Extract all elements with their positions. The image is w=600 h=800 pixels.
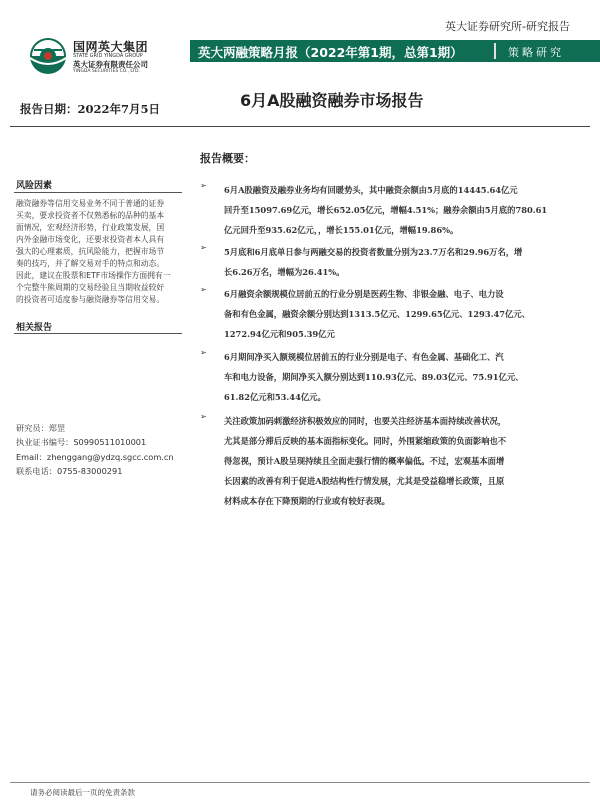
list-item-line: 6月融资余额规模位居前五的行业分别是医药生物、非银金融、电子、电力设 <box>224 289 504 299</box>
list-item-line: 材料成本存在下降预期的行业或有较好表现。 <box>224 496 390 506</box>
logo-subsidiary-en: YINGDA SECURITIES CO., LTD. <box>73 69 140 74</box>
arrow-bullet-icon: ➢ <box>200 181 207 190</box>
arrow-bullet-icon: ➢ <box>200 412 207 421</box>
list-item <box>200 180 600 240</box>
page-title: 6月A股融资融券市场报告 <box>240 91 424 110</box>
list-item-text <box>224 180 600 240</box>
related-reports-heading: 相关报告 <box>16 323 53 333</box>
risk-heading: 风险因素 <box>16 181 53 191</box>
logo-subsidiary-cn: 英大证券有限责任公司 <box>73 60 148 69</box>
footer-divider <box>10 782 590 783</box>
logo-company-cn: 国网英大集团 <box>73 40 149 54</box>
risk-line: 强大的心理素质，抗风险能力，把握市场节 <box>16 247 165 256</box>
list-item-text <box>224 411 600 511</box>
list-item-line: 得忽视，预计A股呈现持续且全面走强行情的概率偏低。不过，宏观基本面增 <box>224 456 505 466</box>
summary-list <box>200 180 600 520</box>
analyst-phone: 联系电话：0755-83000291 <box>16 466 123 476</box>
list-item-line: 回升至15097.69亿元，增长652.05亿元，增幅4.51%；融券余额由5月底的780.61 <box>224 205 548 215</box>
arrow-bullet-icon: ➢ <box>200 243 207 252</box>
analyst-email: Email：zhenggang@ydzq.sgcc.com.cn <box>16 452 174 462</box>
list-item-line: 5月底和6月底单日参与两融交易的投资者数量分别为23.7万名和29.96万名，增 <box>224 247 523 257</box>
logo-company-en: STATE GRID YINGDA GROUP <box>73 53 143 59</box>
list-item-text <box>224 347 600 407</box>
risk-line: 因此，建议在股票和ETF市场操作方面拥有一 <box>16 271 171 280</box>
list-item-line: 亿元回升至935.62亿元，，增长155.01亿元，增幅19.86%。 <box>224 225 459 235</box>
risk-line: 面情况，宏观经济形势，行业政策发展，国 <box>16 223 165 232</box>
analyst-license: 执业证书编号：S0990511010001 <box>16 437 147 447</box>
list-item-line: 关注政策加码刺激经济积极效应的同时，也要关注经济基本面持续改善状况， <box>224 416 507 426</box>
disclaimer-note: 请务必阅读最后一页的免责条款 <box>30 788 135 797</box>
arrow-bullet-icon: ➢ <box>200 348 207 357</box>
summary-label: 报告概要： <box>200 152 255 165</box>
list-item-line: 备和有色金属，融资余额分别达到1313.5亿元、1299.65亿元、1293.47亿元、 <box>224 309 530 319</box>
report-type-label: 英大证券研究所-研究报告 <box>445 20 570 33</box>
risk-line: 奏的技巧，并了解交易对手的特点和动态。 <box>16 259 165 268</box>
list-item-line: 长因素的改善有利于促进A股结构性行情发展，尤其是受益稳增长政策，且原 <box>224 476 505 486</box>
company-logo <box>28 34 178 78</box>
list-item <box>200 411 600 511</box>
banner-divider <box>494 43 496 59</box>
banner-title: 英大两融策略月报（2022年第1期，总第1期） <box>198 45 463 60</box>
risk-line: 融资融券等信用交易业务不同于普通的证券 <box>16 199 165 208</box>
list-item-line: 6月期间净买入额规模位居前五的行业分别是电子、有色金属、基础化工、汽 <box>224 352 504 362</box>
report-banner <box>190 40 600 62</box>
analyst-name: 研究员：郑罡 <box>16 423 66 433</box>
list-item <box>200 347 600 407</box>
list-item-line: 61.82亿元和53.44亿元。 <box>224 392 326 402</box>
list-item-text <box>224 284 600 344</box>
list-item-text <box>224 242 600 282</box>
risk-factors-text <box>16 198 186 306</box>
risk-line: 内外金融市场变化，还要求投资者本人具有 <box>16 235 165 244</box>
list-item <box>200 242 600 282</box>
report-date: 报告日期：2022年7月5日 <box>20 102 161 116</box>
list-item-line: 1272.94亿元和905.39亿元 <box>224 329 335 339</box>
risk-line: 的投资者可适度参与融资融券等信用交易。 <box>16 295 165 304</box>
list-item-line: 长6.26万名，增幅为26.41%。 <box>224 267 345 277</box>
header-divider <box>10 126 590 127</box>
list-item-line: 6月A股融资及融券业务均有回暖势头，其中融资余额由5月底的14445.64亿元 <box>224 185 518 195</box>
list-item <box>200 284 600 344</box>
banner-category: 策略研究 <box>508 46 564 59</box>
risk-line: 个完整牛熊周期的交易经验且当期收益较好 <box>16 283 165 292</box>
arrow-bullet-icon: ➢ <box>200 285 207 294</box>
list-item-line: 车和电力设备，期间净买入额分别达到110.93亿元、89.03亿元、75.91亿元、 <box>224 372 524 382</box>
list-item-line: 尤其是部分滞后反映的基本面指标变化。同时，外围紧缩政策的负面影响也不 <box>224 436 507 446</box>
risk-line: 买卖，要求投资者不仅熟悉标的品种的基本 <box>16 211 165 220</box>
related-divider <box>14 333 182 334</box>
risk-divider <box>14 192 182 193</box>
state-grid-logo-icon <box>28 36 68 76</box>
